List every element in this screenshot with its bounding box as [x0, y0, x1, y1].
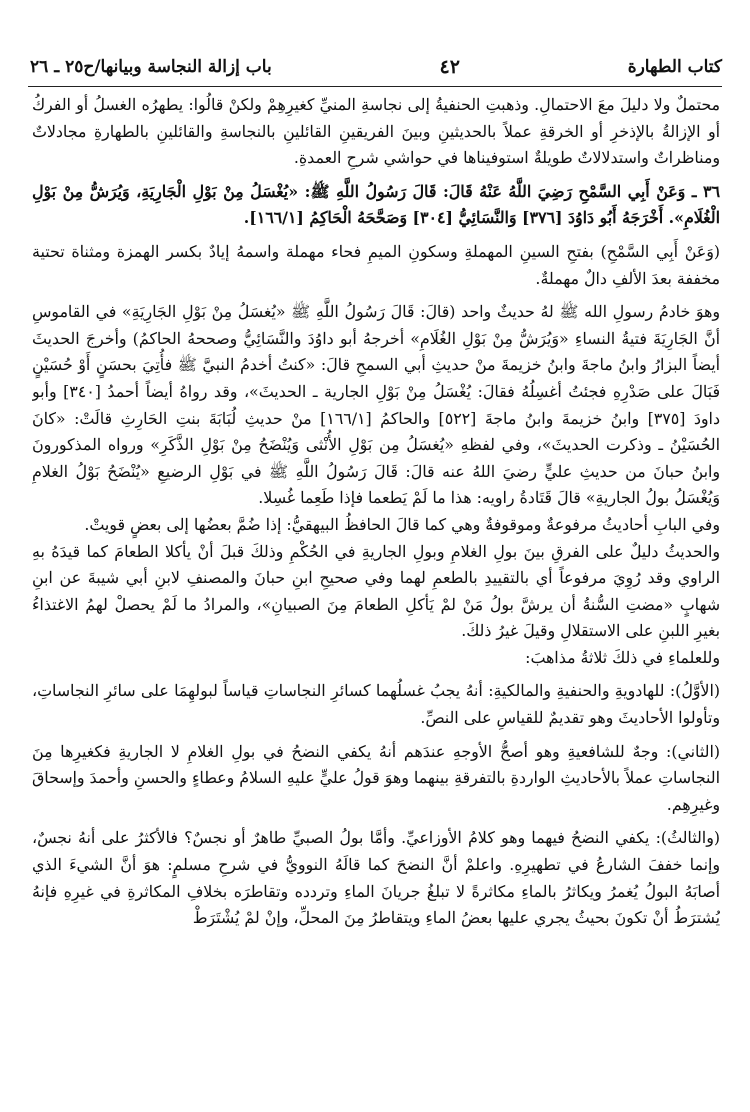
page-number: ٤٢	[439, 56, 460, 78]
book-title: كتاب الطهارة	[627, 57, 722, 77]
paragraph: وهوَ خادمُ رسولِ الله ﷺ لهُ حديثٌ واحد (قالَ: قَالَ رَسُولُ اللَّهِ ﷺ «يُغسَلُ مِنْ بَوْلِ الجَارِيَةِ» في القاموسِ أنَّ الجَارِيَةَ فتيةُ النساءِ «وَيُرَشُّ مِنْ بَوْلِ الغُلَامِ» أخرجهُ أبو داوُدَ والنَّسَائِيُّ وصححهُ الحاكمُ) وأخرجَ الحديثَ أيضاً البزارُ وابنُ ماجةَ وابنُ خزيمةَ منْ حديثِ أبي السمحِ قالَ: «كنتُ أخدمُ النبيَّ ﷺ فأُتِيَ بحسَنٍ أَوْ حُسَيْنٍ فَبَالَ على صَدْرِهِ فجئتُ أغسِلُهُ فقالَ: يُغْسَلُ مِنْ بَوْلِ الجارية ـ الحديثَ»، وقد رواهُ أيضاً أحمدُ [٣٤٠] وأبو داودَ [٣٧٥] وابنُ خزيمةَ وابنُ ماجةَ [٥٢٢] والحاكمُ [١٦٦/١] منْ حديثِ لُبَابَةَ بنتِ الحَارِثِ قالَتْ: «كانَ الحُسَيْنُ ـ وذكرت الحديثَ»، وفي لفظهِ «يُغسَلُ مِن بَوْلِ الأُنْثى وَيُنْضَحُ مِنْ بَوْلِ الذَّكَرِ» ورواه المذكورونَ وابنُ حبانَ من حديثِ عليٍّ رضيَ اللهُ عنه قالَ: قَالَ رَسُولُ اللَّهِ ﷺ في بَوْلِ الرضيعِ «يُنْضَحُ بَوْلُ الغلامِ وَيُغْسَلُ بولُ الجاريةِ» قالَ قَتَادةُ راويه: هذا ما لَمْ يَطعما فإذا طَعِما غُسِلا.	[32, 302, 720, 508]
header-divider	[28, 86, 722, 87]
paragraph: (الثاني): وجهٌ للشافعيةِ وهو أصحُّ الأوجهِ عندَهم أنهُ يكفي النضحُ في بولِ الغلامِ لا الجاريةِ فكغيرِها مِنَ النجاساتِ عملاً بالأحاديثِ الواردةِ بالتفرقةِ بينهما وهوَ قولُ عليٍّ عليهِ السلامُ وعطاءٍ والحسنِ وأحمدَ وإسحاقَ وغيرِهِم.	[32, 741, 720, 814]
paragraph: وللعلماءِ في ذلكَ ثلاثةُ مذاهبَ:	[525, 647, 720, 667]
paragraph: (والثالثُ): يكفي النضحُ فيهما وهو كلامُ الأوزاعيِّ. وأمَّا بولُ الصبيِّ طاهرٌ أو نجسٌ؟ فالأكثرُ على أنهُ نجسٌ، وإنما خففَ الشارعُ في تطهيرِهِ. واعلمْ أنَّ النضحَ كما قالَهُ النوويُّ في شرحِ مسلمٍ: هوَ أنَّ الشيءَ الذي أصابَهُ البولُ يُغمرُ ويكاثرُ بالماءِ مكاثرةً لا تبلغُ جريانَ الماءِ وتردده وتقاطرَه بخلافِ المكاثرةِ في غيرِهِ فإنهُ يُشترَطُ أنْ تكونَ بحيثُ يجري عليها بعضُ الماءِ ويتقاطرُ مِنَ المحلِّ، وإنْ لمْ يُشْتَرَطْ	[32, 828, 720, 928]
paragraph: محتملٌ ولا دليلَ معَ الاحتمالِ. وذهبتِ الحنفيةُ إلى نجاسةِ المنيِّ كغيرِهِمْ ولكنْ قالُوا: يطهرُه الغسلُ أو الفركُ أو الإزالةُ بالإذخرِ أو الخرقةِ عملاً بالحديثينِ وبينَ الفريقينِ القائلينِ بالنجاسةِ والقائلينِ بالطهارةِ مجادلاتٌ ومناظراتٌ واستدلالاتٌ طويلةٌ استوفيناها في حواشي شرحِ العمدةِ.	[32, 95, 720, 168]
paragraph: (وَعَنْ أَبِي السَّمْحِ) بفتحِ السينِ المهملةِ وسكونِ الميمِ فحاء مهملة واسمهُ إيادٌ بكسر الهمزة ومثناة تحتية مخففة بعدَ الألفِ دالٌ مهملةٌ.	[32, 241, 720, 288]
hadith-text: ٣٦ ـ وَعَنْ أَبِي السَّمْحِ رَضِيَ اللَّهُ عَنْهُ قَالَ: قَالَ رَسُولُ اللَّهِ ﷺ: «يُغْسَلُ مِنْ بَوْلِ الْجَارِيَةِ، وَيُرَشُّ مِنْ بَوْلِ الْغُلَامِ». أَخْرَجَهُ أَبُو دَاوُدَ [٣٧٦] وَالنَّسَائِيُّ [٣٠٤] وَصَحَّحَهُ الْحَاكِمُ [١٦٦/١].	[32, 181, 720, 228]
paragraph: والحديثُ دليلٌ على الفرقِ بينَ بولِ الغلامِ وبولِ الجاريةِ في الحُكْمِ وذلكَ قبلَ أنْ يأكلا الطعامَ كما قيدَهُ بهِ الراوي وقد رُوِيَ مرفوعاً أي بالتقييدِ بالطعمِ لهما وفي صحيحِ ابنِ حبانَ والمصنفِ لابنِ أبي شيبةَ عن ابنِ شهابٍ «مضتِ السُّنةُ أن يرشَّ بولُ مَنْ لمْ يَأكلِ الطعامَ مِنَ الصبيانِ»، والمرادُ ما لَمْ يحصلْ لهمُ الاغتذاءُ بغيرِ اللبنِ على الاستقلالِ وقيلَ غيرُ ذلكَ.	[32, 541, 720, 641]
paragraph: وفي البابِ أحاديثُ مرفوعةٌ وموقوفةٌ وهي كما قالَ الحافظُ البيهقيُّ: إذا ضُمَّ بعضُها إلى بعضٍ قويتْ.	[84, 514, 720, 534]
paragraph: (الأوَّلُ): للهادويةِ والحنفيةِ والمالكيةِ: أنهُ يجبُ غسلُهما كسائرِ النجاساتِ قياساً لبولهِمَا على سائرِ النجاساتِ، وتأولوا الأحاديثَ وهو تقديمٌ للقياسِ على النصِّ.	[32, 681, 720, 728]
page-header	[30, 52, 722, 82]
chapter-title: باب إزالة النجاسة وبيانها/ح٢٥ ـ ٢٦	[30, 57, 272, 77]
page-body	[32, 92, 720, 1106]
